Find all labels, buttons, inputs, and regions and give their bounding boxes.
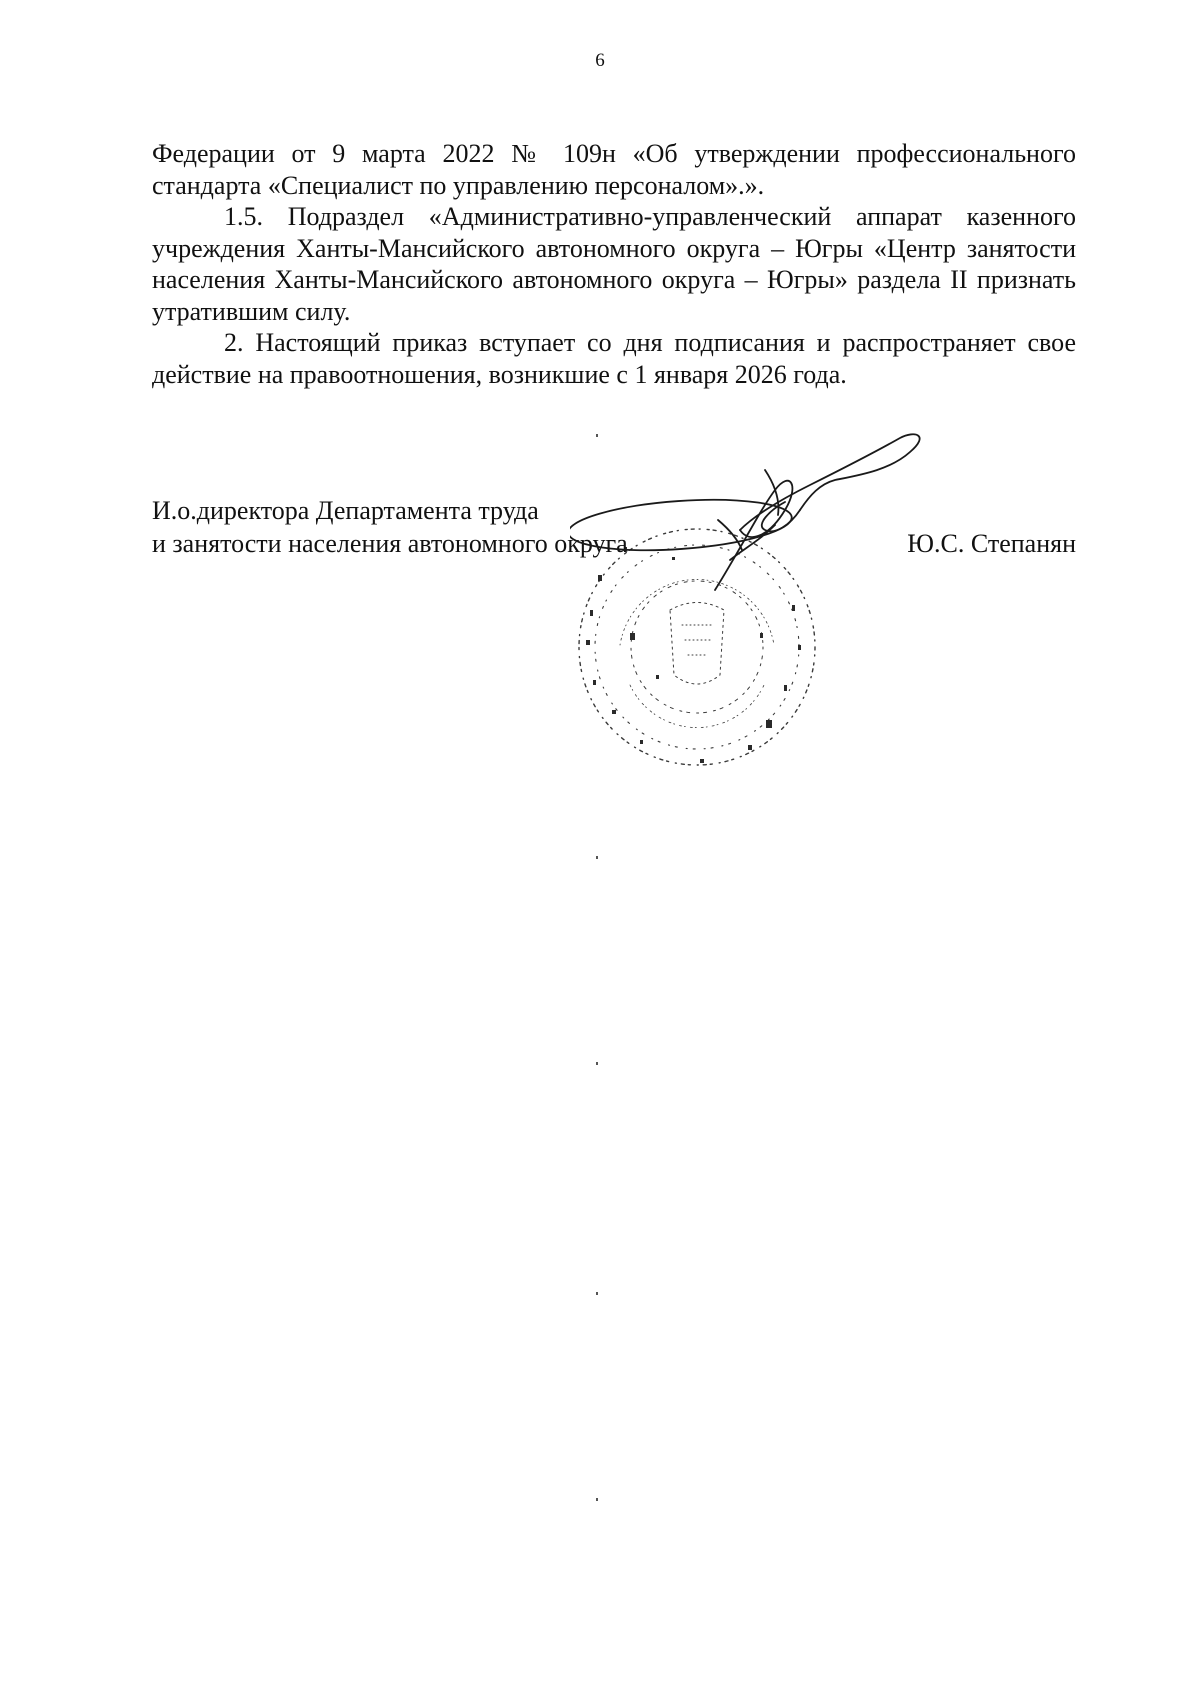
signatory-name: Ю.С. Степанян [907,529,1076,558]
document-body [152,138,1076,390]
handwritten-signature-icon [570,430,960,630]
scan-speck [596,856,598,859]
paragraph-2: 2. Настоящий приказ вступает со дня подписания и распространяет свое действие на правоотношения, возникшие с 1 января 2026 года. [152,328,1076,389]
scan-speck [596,434,598,437]
signatory-position-line-2: и занятости населения автономного округа [152,529,628,558]
page-number: 6 [595,50,605,71]
paragraph-continuation: Федерации от 9 марта 2022 № 109н «Об утверждении профессионального стандарта «Специалист по управлению персоналом».». [152,139,1076,200]
scan-speck [596,1498,598,1501]
signatory-position-line-1: И.о.директора Департамента труда [152,496,539,525]
signatory-position [152,494,628,560]
scan-speck [596,1292,598,1295]
scan-speck [596,1062,598,1065]
paragraph-1-5: 1.5. Подраздел «Административно-управленческий аппарат казенного учреждения Ханты-Мансийского автономного округа – Югры «Центр занятости населения Ханты-Мансийского автономного округа – Югры» раздела II признать утратившим силу. [152,202,1076,326]
